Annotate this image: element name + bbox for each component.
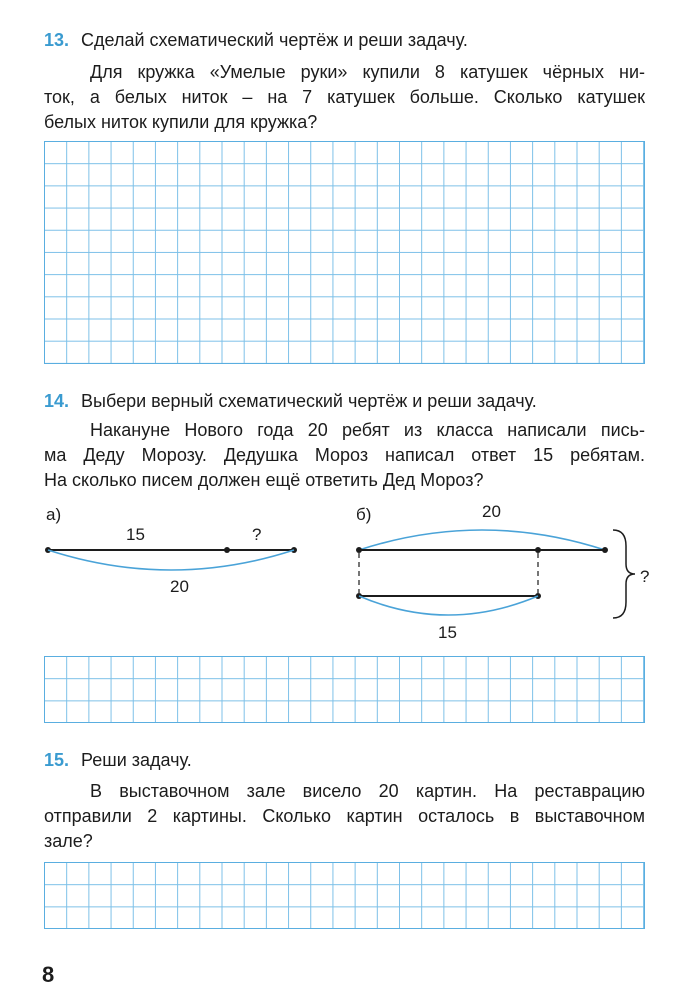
diagram-b-brace xyxy=(613,530,635,618)
diagram-b-bottom-total-label: 15 xyxy=(438,623,457,642)
task-15-line: В выставочном зале висело 20 картин. На реставрацию xyxy=(90,781,645,801)
task-13-title: Сделай схематический чертёж и реши задачу. xyxy=(81,30,468,50)
task-15-line: отправили 2 картины. Сколько картин осталось в выставочном xyxy=(44,806,645,826)
diagram-a-label: а) xyxy=(46,505,62,524)
task-14-answer-grid[interactable] xyxy=(44,656,645,723)
diagram-a-point xyxy=(224,547,230,553)
diagram-a-part2-label: ? xyxy=(252,525,262,544)
diagram-a-part1-label: 15 xyxy=(126,525,145,544)
diagram-b-point xyxy=(535,547,541,553)
task-15-number: 15. xyxy=(44,750,70,770)
task-15-heading xyxy=(44,748,192,772)
task-15-title: Реши задачу. xyxy=(81,750,192,770)
task-14-number: 14. xyxy=(44,391,70,411)
task-13-line: белых ниток купили для кружка? xyxy=(44,112,318,132)
diagram-b[interactable] xyxy=(356,502,649,642)
task-15-line: зале? xyxy=(44,831,93,851)
page-number: 8 xyxy=(42,962,55,987)
diagram-b-label: б) xyxy=(356,505,372,524)
task-14-line: Накануне Нового года 20 ребят из класса написали пись- xyxy=(90,420,645,440)
diagram-b-bottom-arc xyxy=(359,596,538,615)
task-14-title: Выбери верный схематический чертёж и реши задачу. xyxy=(81,391,537,411)
task-14-line: ма Деду Морозу. Дедушка Мороз написал ответ 15 ребятам. xyxy=(44,445,645,465)
task-13-line: Для кружка «Умелые руки» купили 8 катушек чёрных ни- xyxy=(90,62,645,82)
diagram-b-question-label: ? xyxy=(640,567,650,586)
task-15-answer-grid[interactable] xyxy=(44,862,645,929)
diagram-a[interactable] xyxy=(45,505,297,596)
diagram-b-point xyxy=(602,547,608,553)
task-15-text xyxy=(44,779,645,854)
task-13-number: 13. xyxy=(44,30,70,50)
task-14-line: На сколько писем должен ещё ответить Дед Мороз? xyxy=(44,470,484,490)
diagram-a-total-label: 20 xyxy=(170,577,189,596)
diagram-b-top-arc xyxy=(359,530,605,550)
diagram-b-top-total-label: 20 xyxy=(482,502,501,521)
diagram-a-total-arc xyxy=(48,550,294,570)
diagram-b-point xyxy=(356,547,362,553)
task-13-line: ток, а белых ниток – на 7 катушек больше. Сколько катушек xyxy=(44,87,645,107)
